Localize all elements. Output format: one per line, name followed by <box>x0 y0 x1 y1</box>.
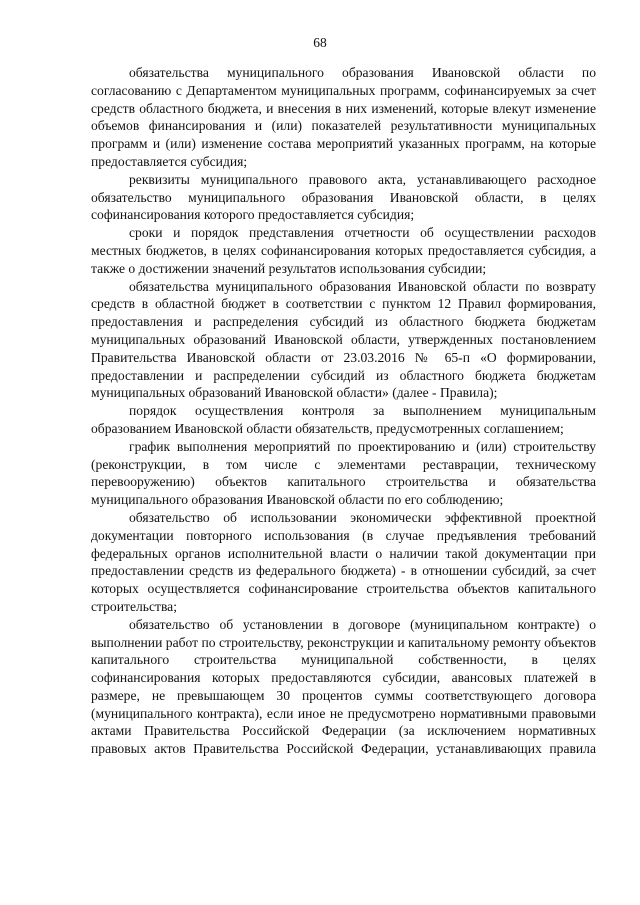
paragraph-construction-schedule: график выполнения мероприятий по проектированию и (или) строительству (реконструкции, в том числе с элементами реставрации, техническому перевооружению) объектов капитального строительства и обязательства муниципального образования Ивановской области по его соблюдению; <box>91 438 596 508</box>
paragraph-control-procedure: порядок осуществления контроля за выполнением муниципальным образованием Ивановской области обязательств, предусмотренных соглашением; <box>91 403 596 436</box>
paragraph-reporting-terms: сроки и порядок представления отчетности об осуществлении расходов местных бюджетов, в целях софинансирования которых предоставляется субсидия, а также о достижении значений результатов использования субсидии; <box>91 225 596 276</box>
document-body <box>91 64 596 758</box>
paragraph-obligations-programs: обязательства муниципального образования Ивановской области по согласованию с Департаментом муниципальных программ, софинансируемых за счет средств областного бюджета, и внесения в них изменений, которые влекут изменение объемов финансирования и (или) показателей результативности муниципальных программ и (или) изменение состава мероприятий указанных программ, на которые предоставляется субсидия; <box>91 65 596 169</box>
paragraph-refund-obligations: обязательства муниципального образования Ивановской области по возврату средств в областной бюджет в соответствии с пунктом 12 Правил формирования, предоставления и распределения субсидий из областного бюджета бюджетам муниципальных образований Ивановской области, утвержденных постановлением Правительства Ивановской области от 23.03.2016 № 65-п «О формировании, предоставлении и распределении субсидий из областного бюджета бюджетам муниципальных образований Ивановской области» (далее - Правила); <box>91 278 596 401</box>
paragraph-reusable-documentation: обязательство об использовании экономически эффективной проектной документации повторного использования (в случае предъявления требований федеральных органов исполнительной власти о наличии такой документации при предоставлении средств из федерального бюджета) - в отношении субсидий, за счет которых осуществляется софинансирование строительства объектов капитального строительства; <box>91 509 596 614</box>
paragraph-advance-payments: обязательство об установлении в договоре (муниципальном контракте) о выполнении работ по строительству, реконструкции и капитальному ремонту объектов капитального строительства муниципальной собственности, в целях софинансирования которых предоставляются субсидии, авансовых платежей в размере, не превышающем 30 процентов суммы соответствующего договора (муниципального контракта), если иное не предусмотрено нормативными правовыми актами Правительства Российской Федерации (за исключением нормативных правовых актов Правительства Российской Федерации, устанавливающих правила <box>91 616 596 757</box>
paragraph-legal-act-details: реквизиты муниципального правового акта, устанавливающего расходное обязательство муниципального образования Ивановской области, в целях софинансирования которого предоставляется субсидия; <box>91 171 596 223</box>
page-number: 68 <box>313 35 327 50</box>
